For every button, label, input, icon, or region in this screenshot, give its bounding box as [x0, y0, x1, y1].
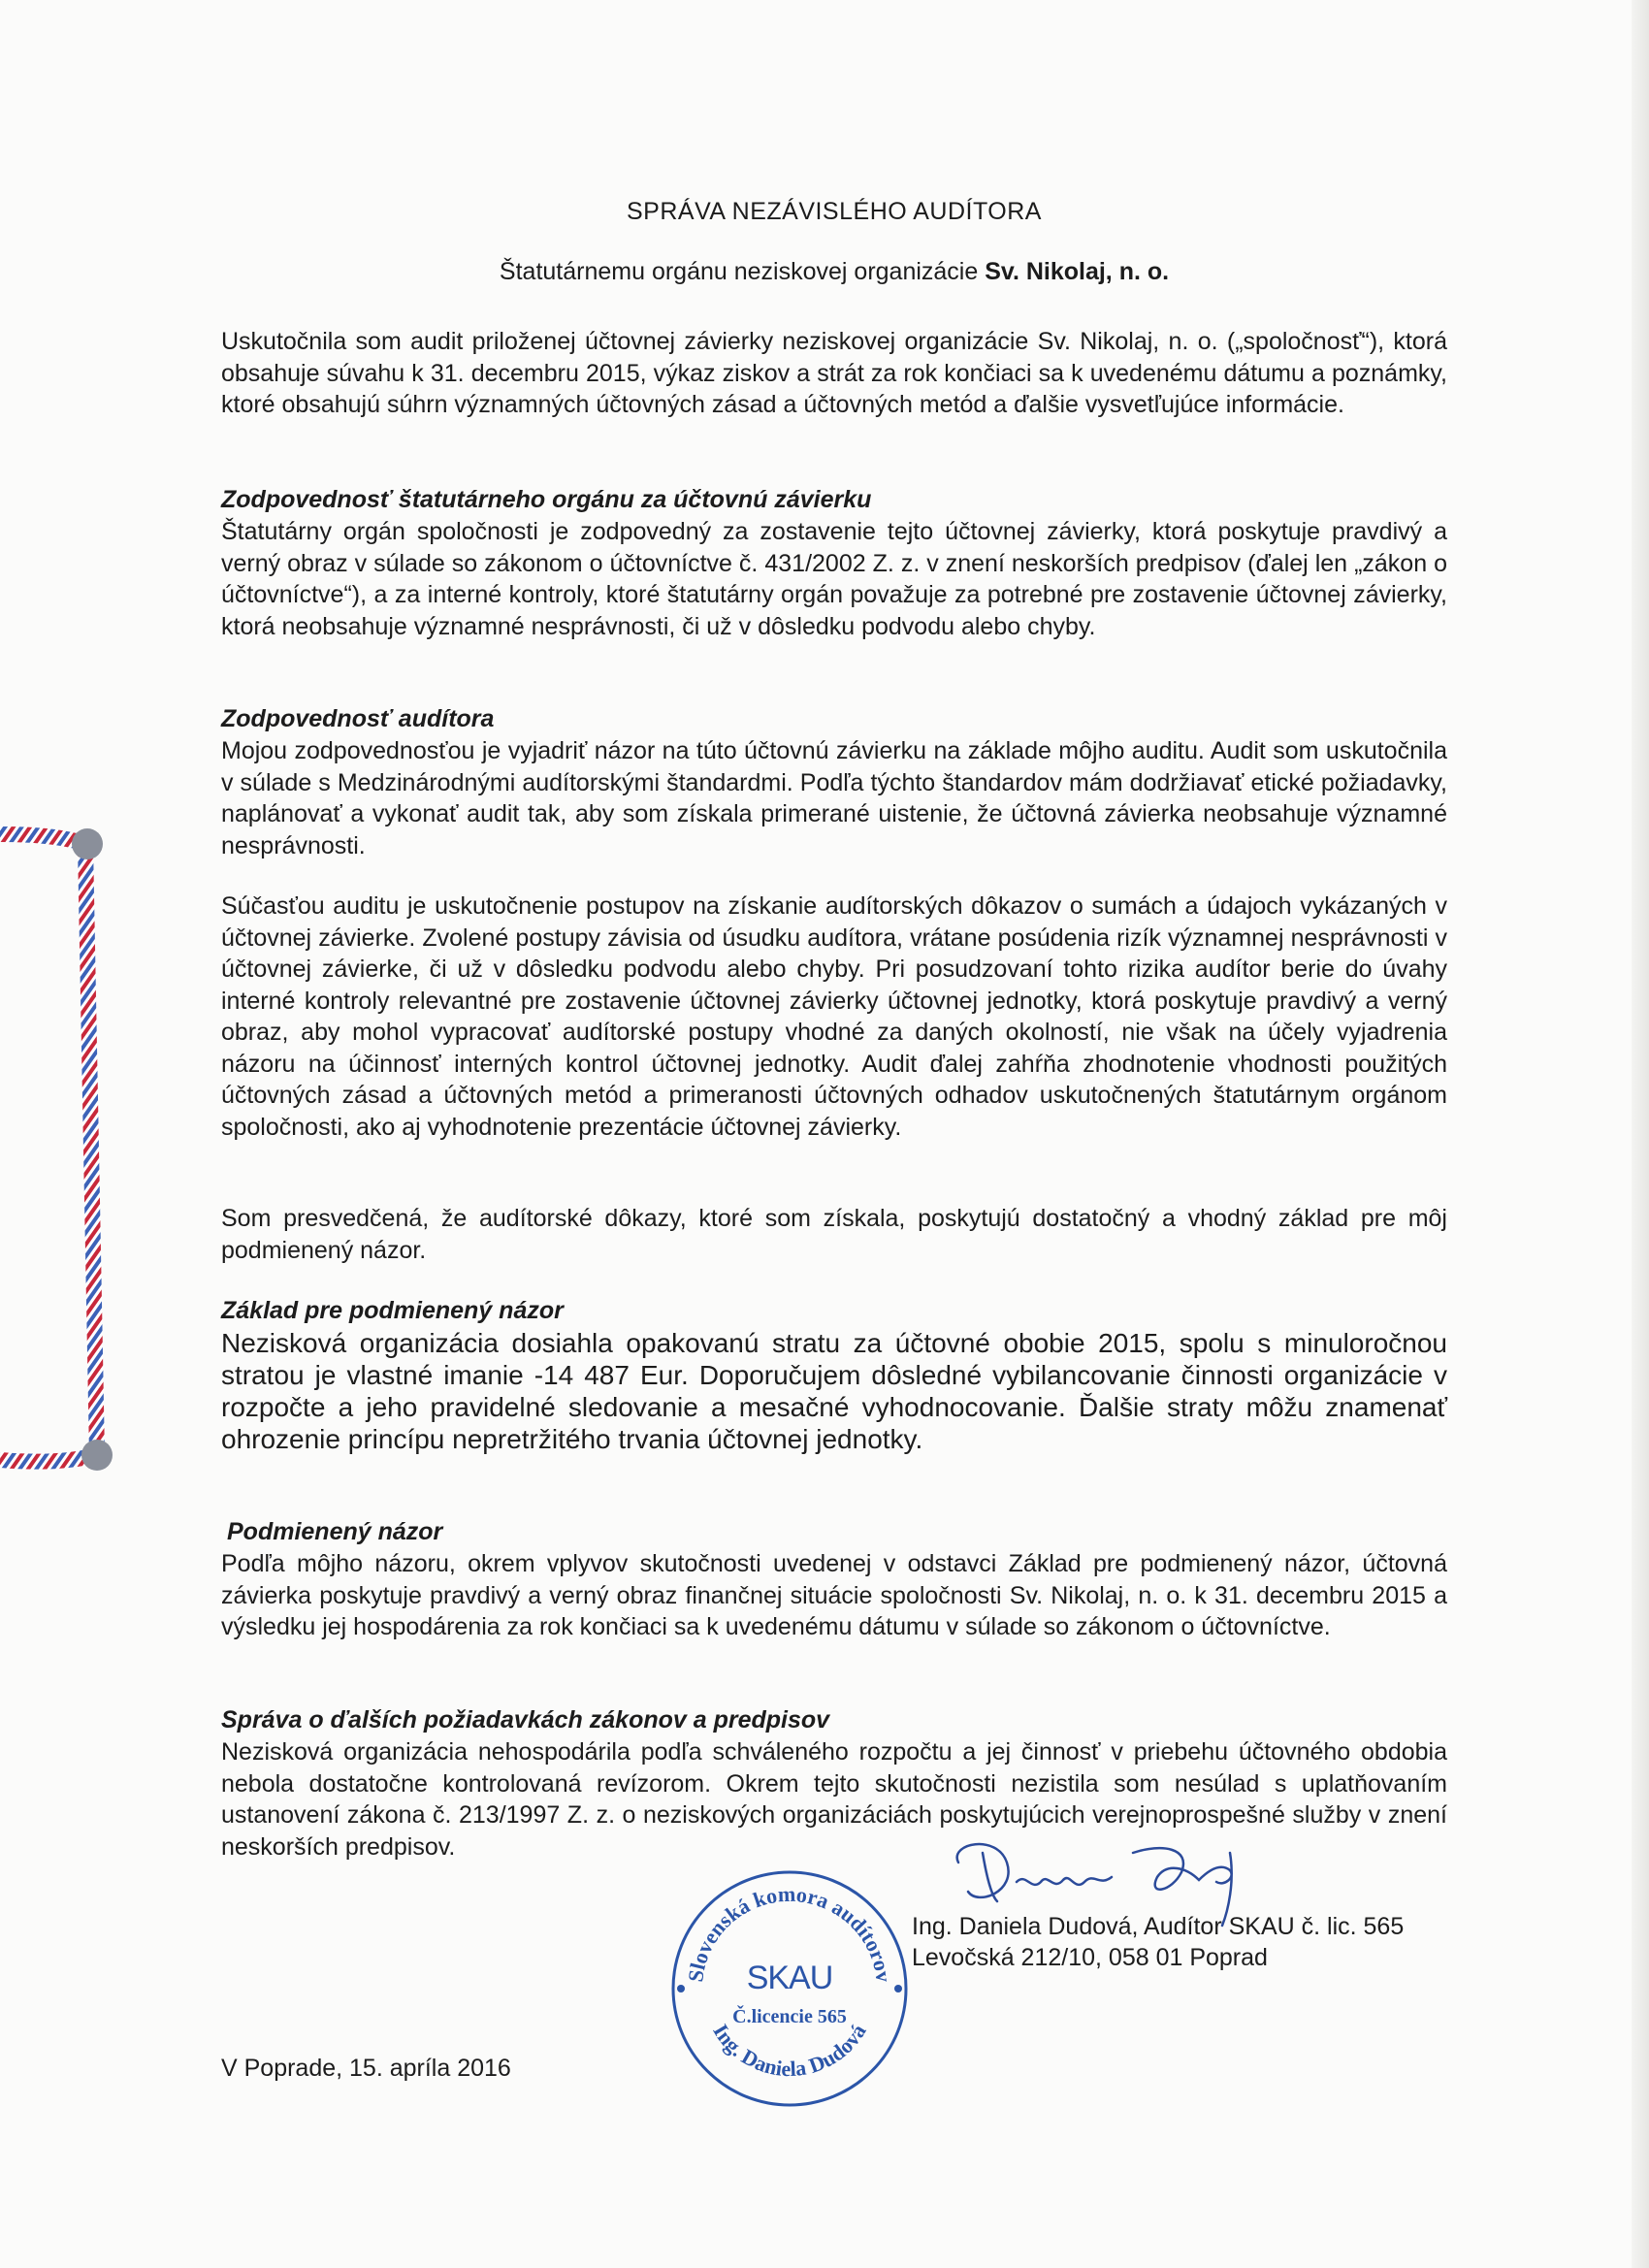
opinion-heading: Podmienený názor	[227, 1518, 443, 1545]
seal-ring-top-text: Slovenská komora audítorov	[683, 1881, 896, 1984]
basis-paragraph: Nezisková organizácia dosiahla opakovanú stratu za účtovné obobie 2015, spolu s minuloročnou stratou je vlastné imanie -14 487 Eur. Doporučujem dôsledné vybilancovanie činnosti organizácie v rozpočte a jeho pravidelné sledovanie a mesačné vyhodnocovanie. Ďalšie straty môžu znamenať ohrozenie princípu nepretržitého trvania účtovnej jednotky.	[221, 1328, 1447, 1454]
report-title: SPRÁVA NEZÁVISLÉHO AUDÍTORA	[627, 198, 1042, 225]
binding-cord	[0, 795, 126, 1494]
seal-license-text: Č.licencie 565	[732, 2006, 847, 2027]
seal-ring-bottom-text: Ing. Daniela Dudová	[708, 2020, 871, 2082]
opinion-paragraph: Podľa môjho názoru, okrem vplyvov skutočnosti uvedenej v odstavci Základ pre podmienený názor, účtovná závierka poskytuje pravdivý a verný obraz finančnej situácie spoločnosti Sv. Nikolaj, n. o. k 31. decembru 2015 a výsledku jej hospodárenia za rok končiaci sa k uvedenému dátumu v súlade so zákonom o účtovníctve.	[221, 1550, 1447, 1640]
auditor-section	[221, 704, 1447, 861]
opinion-section	[221, 1517, 1447, 1643]
intro-paragraph: Uskutočnila som audit priloženej účtovnej závierky neziskovej organizácie Sv. Nikolaj, n. o. („spoločnosť“), ktorá obsahuje súvahu k 31. decembru 2015, výkaz ziskov a strát za rok končiaci sa k uvedenému dátumu a poznámky, ktoré obsahujú súhrn významných účtovných zásad a účtovných metód a ďalšie vysvetľujúce informácie.	[221, 328, 1447, 418]
auditor-seal	[663, 1863, 916, 2115]
signer-block	[912, 1911, 1404, 1973]
basis-heading: Základ pre podmienený názor	[221, 1297, 564, 1324]
other-requirements-heading: Správa o ďalších požiadavkách zákonov a predpisov	[221, 1706, 830, 1733]
auditor-procedures-section	[221, 891, 1447, 1143]
basis-section	[221, 1296, 1447, 1455]
page-edge-shadow	[1632, 0, 1649, 2268]
other-requirements-paragraph: Nezisková organizácia nehospodárila podľa schváleného rozpočtu a jej činnosť v priebehu účtovného obdobia nebola dostatočne kontrolovaná revízorom. Okrem tejto skutočnosti nezistila som nesúlad s uplatňovaním ustanovení zákona č. 213/1997 Z. z. o neziskových organizáciách poskytujúcich verejnoprospešné služby v znení neskorších predpisov.	[221, 1738, 1447, 1861]
place-date: V Poprade, 15. apríla 2016	[221, 2055, 511, 2082]
statutory-section	[221, 485, 1447, 642]
statutory-heading: Zodpovednosť štatutárneho orgánu za účtovnú závierku	[221, 486, 872, 513]
report-addressee	[221, 258, 1447, 286]
statutory-paragraph: Štatutárny orgán spoločnosti je zodpovedný za zostavenie tejto účtovnej závierky, ktorá poskytuje pravdivý a verný obraz v súlade so zákonom o účtovníctve č. 431/2002 Z. z. v znení neskorších predpisov (ďalej len „zákon o účtovníctve“), a za interné kontroly, ktoré štatutárny orgán považuje za potrebné pre zostavenie účtovnej závierky, ktorá neobsahuje významné nesprávnosti, či už v dôsledku podvodu alebo chyby.	[221, 518, 1447, 640]
signer-name: Ing. Daniela Dudová, Audítor SKAU č. lic. 565	[912, 1913, 1405, 1940]
auditor-paragraph-1: Mojou zodpovednosťou je vyjadriť názor na túto účtovnú závierku na základe môjho auditu. Audit som uskutočnila v súlade s Medzinárodnými audítorskými štandardmi. Podľa týchto štandardov mám dodržiavať etické požiadavky, naplánovať a vykonať audit tak, aby som získala primerané uistenie, že účtovná závierka neobsahuje významné nesprávnosti.	[221, 737, 1447, 859]
auditor-paragraph-2: Súčasťou auditu je uskutočnenie postupov na získanie audítorských dôkazov o sumách a údajoch vykázaných v účtovnej závierke. Zvolené postupy závisia od úsudku audítora, vrátane posúdenia rizík významnej nesprávnosti v účtovnej závierke, či už v dôsledku podvodu alebo chyby. Pri posudzovaní tohto rizika audítor berie do úvahy interné kontroly relevantné pre zostavenie účtovnej závierky účtovnej jednotky, ktorá poskytuje pravdivý a verný obraz, aby mohol vypracovať audítorské postupy vhodné za daných okolností, nie však na účely vyjadrenia názoru na účinnosť interných kontrol účtovnej jednotky. Audit ďalej zahŕňa zhodnotenie vhodnosti použitých účtovných zásad a účtovných metód a primeranosti účtovných odhadov uskutočnených štatutárnym orgánom spoločnosti, ako aj vyhodnotenie prezentácie účtovnej závierky.	[221, 892, 1447, 1141]
auditor-heading: Zodpovednosť audítora	[221, 705, 495, 732]
auditor-conclusion-section	[221, 1203, 1447, 1266]
seal-center-text: SKAU	[746, 1960, 833, 1996]
auditor-paragraph-3: Som presvedčená, že audítorské dôkazy, ktoré som získala, poskytujú dostatočný a vhodný základ pre môj podmienený názor.	[221, 1205, 1447, 1264]
signer-address: Levočská 212/10, 058 01 Poprad	[912, 1944, 1268, 1971]
addressee-prefix: Štatutárnemu orgánu neziskovej organizácie	[499, 258, 986, 285]
addressee-org: Sv. Nikolaj, n. o.	[985, 258, 1170, 285]
intro-section	[221, 326, 1447, 421]
